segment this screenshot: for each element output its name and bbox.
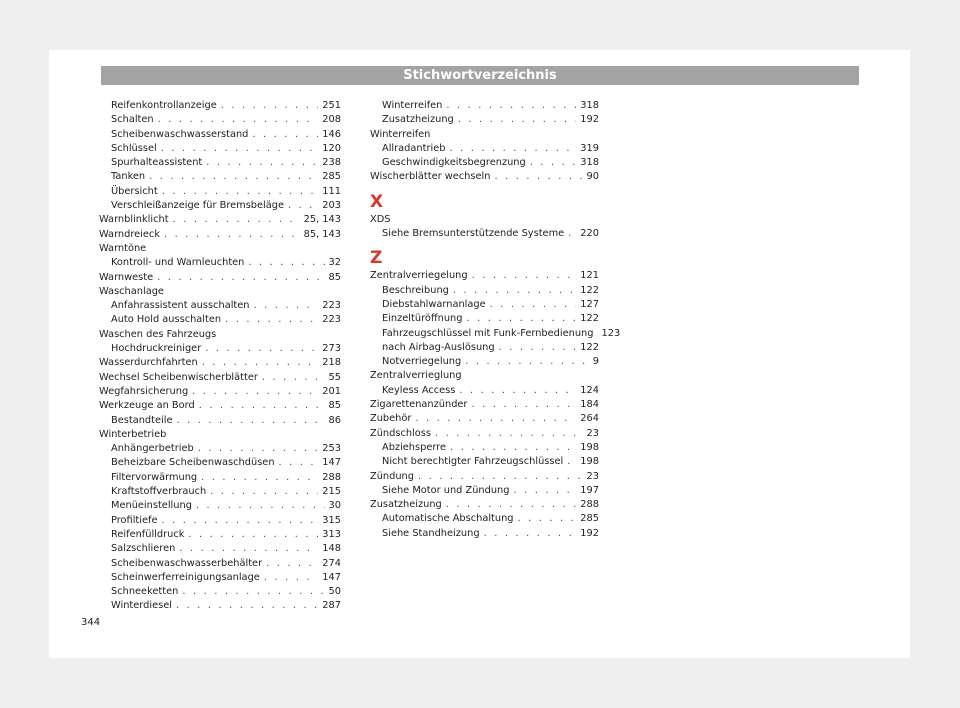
entry-page-number: 264 xyxy=(580,413,599,425)
dot-leader xyxy=(254,299,319,313)
index-heading: Winterreifen xyxy=(370,128,431,140)
entry-page-number: 124 xyxy=(580,384,599,396)
entry-label: Notverriegelung xyxy=(382,356,462,368)
entry-label: Auto Hold ausschalten xyxy=(111,314,222,326)
index-entry xyxy=(99,542,341,556)
entry-label: Schlüssel xyxy=(111,142,157,154)
entry-page-number: 120 xyxy=(322,142,341,154)
entry-label: Schalten xyxy=(111,114,154,126)
index-entry xyxy=(370,384,599,398)
entry-label: Profiltiefe xyxy=(111,514,158,526)
entry-page-number: 203 xyxy=(322,200,341,212)
entry-label: Nicht berechtigter Fahrzeugschlüssel xyxy=(382,456,564,468)
dot-leader xyxy=(415,412,576,426)
dot-leader xyxy=(484,527,577,541)
index-entry xyxy=(99,456,341,470)
entry-page-number: 111 xyxy=(322,185,341,197)
entry-page-number: 198 xyxy=(580,441,599,453)
entry-page-number: 313 xyxy=(322,528,341,540)
entry-label: Beheizbare Scheibenwaschdüsen xyxy=(111,457,275,469)
index-entry xyxy=(99,99,341,113)
entry-page-number: 23 xyxy=(586,470,599,482)
entry-label: Winterreifen xyxy=(382,100,443,111)
entry-label: Anhängerbetrieb xyxy=(111,443,194,455)
entry-page-number: 238 xyxy=(322,157,341,169)
entry-label: Reifenkontrollanzeige xyxy=(111,100,217,111)
entry-page-number: 208 xyxy=(322,114,341,126)
index-entry xyxy=(99,599,341,613)
entry-label: Abziehsperre xyxy=(382,441,447,453)
entry-label: Anfahrassistent ausschalten xyxy=(111,300,250,312)
entry-page-number: 251 xyxy=(322,100,341,111)
entry-label: Zigarettenanzünder xyxy=(370,399,468,411)
entry-page-number: 148 xyxy=(322,543,341,555)
index-entry xyxy=(370,156,599,170)
index-entry xyxy=(99,142,341,156)
entry-label: Salzschlieren xyxy=(111,543,176,555)
entry-label: Zentralverriegelung xyxy=(370,270,468,282)
dot-leader xyxy=(173,213,300,227)
entry-page-number: 123 xyxy=(601,327,621,339)
entry-page-number: 23 xyxy=(586,427,599,439)
entry-label: Wasserdurchfahrten xyxy=(99,357,198,369)
dot-leader xyxy=(198,442,319,456)
index-entry xyxy=(99,471,341,485)
entry-page-number: 25, 143 xyxy=(303,214,341,226)
index-heading: Waschanlage xyxy=(99,285,164,297)
dot-leader xyxy=(518,512,577,526)
dot-leader xyxy=(210,485,318,499)
dot-leader xyxy=(459,384,576,398)
index-entry xyxy=(99,356,341,370)
entry-page-number: 201 xyxy=(322,385,341,397)
index-heading: Warntöne xyxy=(99,242,147,254)
dot-leader xyxy=(221,99,319,113)
entry-label: Siehe Motor und Zündung xyxy=(382,484,510,496)
index-entry xyxy=(370,269,599,283)
index-entry xyxy=(370,284,599,298)
index-entry xyxy=(99,185,341,199)
index-entry xyxy=(370,113,599,127)
index-heading: Waschen des Fahrzeugs xyxy=(99,328,217,340)
entry-page-number: 147 xyxy=(322,457,341,469)
index-entry xyxy=(99,585,341,599)
dot-leader xyxy=(202,356,319,370)
entry-page-number: 274 xyxy=(322,557,341,569)
dot-leader xyxy=(161,142,319,156)
entry-label: Hochdruckreiniger xyxy=(111,343,202,355)
entry-page-number: 288 xyxy=(580,499,599,511)
index-entry xyxy=(370,527,599,541)
index-entry xyxy=(370,327,621,341)
entry-label: Werkzeuge an Bord xyxy=(99,400,195,412)
entry-page-number: 220 xyxy=(580,228,599,240)
dot-leader xyxy=(266,557,318,571)
dot-leader xyxy=(201,471,318,485)
entry-page-number: 147 xyxy=(322,571,341,583)
entry-page-number: 146 xyxy=(322,128,341,140)
entry-label: Zündschloss xyxy=(370,427,431,439)
dot-leader xyxy=(262,371,325,385)
dot-leader xyxy=(162,185,319,199)
index-entry xyxy=(99,156,341,170)
index-heading: XDS xyxy=(370,213,391,225)
dot-leader xyxy=(466,312,576,326)
index-entry xyxy=(370,341,599,355)
entry-page-number: 9 xyxy=(592,356,599,368)
dot-leader xyxy=(162,514,319,528)
entry-label: Warnblinklicht xyxy=(99,214,169,226)
dot-leader xyxy=(568,227,576,241)
entry-page-number: 122 xyxy=(580,313,599,325)
entry-label: Wischerblätter wechseln xyxy=(370,171,491,183)
entry-page-number: 318 xyxy=(580,157,599,169)
entry-page-number: 192 xyxy=(580,527,599,539)
entry-label: Tanken xyxy=(111,171,146,183)
entry-label: Scheibenwaschwasserbehälter xyxy=(111,557,263,569)
index-entry xyxy=(99,313,341,327)
entry-page-number: 90 xyxy=(586,171,599,183)
entry-page-number: 121 xyxy=(580,270,599,282)
entry-page-number: 32 xyxy=(328,257,341,269)
entry-page-number: 288 xyxy=(322,471,341,483)
dot-leader xyxy=(450,441,576,455)
entry-label: Siehe Bremsunterstützende Systeme xyxy=(382,228,565,240)
dot-leader xyxy=(494,170,582,184)
index-entry xyxy=(370,470,599,484)
entry-label: Kontroll- und Warnleuchten xyxy=(111,257,245,269)
index-entry xyxy=(99,385,341,399)
entry-label: Beschreibung xyxy=(382,284,449,296)
page-number: 344 xyxy=(81,617,101,628)
dot-leader xyxy=(157,271,324,285)
index-entry xyxy=(99,528,341,542)
entry-label: Menüeinstellung xyxy=(111,500,192,512)
entry-label: Warndreieck xyxy=(99,228,160,240)
index-entry xyxy=(370,99,599,113)
entry-page-number: 253 xyxy=(322,443,341,455)
index-entry xyxy=(99,485,341,499)
entry-label: Winterdiesel xyxy=(111,600,172,612)
index-entry xyxy=(99,514,341,528)
dot-leader xyxy=(453,284,576,298)
dot-leader xyxy=(164,228,300,242)
index-entry xyxy=(99,499,341,513)
index-entry xyxy=(99,442,341,456)
dot-leader xyxy=(472,269,577,283)
dot-leader xyxy=(206,156,318,170)
entry-label: Warnweste xyxy=(99,271,154,283)
index-entry xyxy=(99,213,341,227)
index-entry xyxy=(99,342,341,356)
entry-label: Spurhalteassistent xyxy=(111,157,203,169)
index-entry xyxy=(370,398,599,412)
dot-leader xyxy=(490,298,577,312)
page-title: Stichwortverzeichnis xyxy=(101,66,859,85)
entry-page-number: 55 xyxy=(328,371,341,383)
dot-leader xyxy=(264,571,318,585)
entry-page-number: 184 xyxy=(580,399,599,411)
dot-leader xyxy=(288,199,318,213)
index-entry xyxy=(370,512,599,526)
index-entry xyxy=(370,441,599,455)
dot-leader xyxy=(176,414,324,428)
dot-leader xyxy=(248,256,324,270)
dot-leader xyxy=(458,113,577,127)
entry-page-number: 319 xyxy=(580,142,599,154)
entry-page-number: 223 xyxy=(322,300,341,312)
dot-leader xyxy=(188,528,318,542)
index-entry xyxy=(370,498,599,512)
entry-label: Filtervorwärmung xyxy=(111,471,198,483)
entry-page-number: 198 xyxy=(580,456,599,468)
index-entry xyxy=(99,371,341,385)
index-entry xyxy=(370,412,599,426)
index-entry xyxy=(370,427,599,441)
index-entry xyxy=(99,399,341,413)
index-column-left xyxy=(99,99,341,614)
index-letter: Z xyxy=(370,248,383,269)
index-entry xyxy=(99,199,341,213)
entry-label: Kraftstoffverbrauch xyxy=(111,486,207,498)
index-entry xyxy=(99,571,341,585)
entry-page-number: 285 xyxy=(322,171,341,183)
entry-page-number: 315 xyxy=(322,514,341,526)
entry-label: Wegfahrsicherung xyxy=(99,385,189,397)
entry-page-number: 287 xyxy=(322,600,341,612)
dot-leader xyxy=(446,99,576,113)
entry-label: Zündung xyxy=(370,470,414,482)
entry-label: Bestandteile xyxy=(111,414,173,426)
entry-label: Einzeltüröffnung xyxy=(382,313,463,325)
dot-leader xyxy=(435,427,583,441)
index-entry xyxy=(99,128,341,142)
dot-leader xyxy=(418,470,583,484)
document-page xyxy=(49,50,910,658)
dot-leader xyxy=(279,456,319,470)
entry-label: Zusatzheizung xyxy=(370,499,442,511)
dot-leader xyxy=(446,498,577,512)
entry-page-number: 122 xyxy=(580,341,599,353)
entry-page-number: 273 xyxy=(322,343,341,355)
entry-page-number: 122 xyxy=(580,284,599,296)
dot-leader xyxy=(196,499,325,513)
entry-page-number: 50 xyxy=(328,586,341,598)
index-entry xyxy=(370,298,599,312)
entry-label: Siehe Standheizung xyxy=(382,527,480,539)
entry-page-number: 285 xyxy=(580,513,599,525)
dot-leader xyxy=(205,342,318,356)
entry-label: Verschleißanzeige für Bremsbeläge xyxy=(111,200,285,212)
dot-leader xyxy=(199,399,325,413)
entry-page-number: 86 xyxy=(328,414,341,426)
index-entry xyxy=(99,299,341,313)
entry-label: Zusatzheizung xyxy=(382,114,454,126)
entry-page-number: 223 xyxy=(322,314,341,326)
dot-leader xyxy=(182,585,324,599)
entry-page-number: 218 xyxy=(322,357,341,369)
dot-leader xyxy=(449,142,576,156)
index-entry xyxy=(99,170,341,184)
entry-page-number: 127 xyxy=(580,298,599,310)
index-entry xyxy=(370,355,599,369)
entry-label: Automatische Abschaltung xyxy=(382,513,514,525)
index-entry xyxy=(99,271,341,285)
entry-label: Übersicht xyxy=(111,185,158,197)
entry-label: Reifenfülldruck xyxy=(111,528,185,540)
entry-label: Allradantrieb xyxy=(382,142,446,154)
index-entry xyxy=(99,113,341,127)
entry-label: Wechsel Scheibenwischerblätter xyxy=(99,371,258,383)
entry-page-number: 30 xyxy=(328,500,341,512)
dot-leader xyxy=(567,455,576,469)
index-entry xyxy=(370,312,599,326)
index-heading: Winterbetrieb xyxy=(99,428,167,440)
index-entry xyxy=(99,228,341,242)
entry-label: Zubehör xyxy=(370,413,412,425)
dot-leader xyxy=(192,385,318,399)
dot-leader xyxy=(225,313,318,327)
index-heading: Zentralverrieglung xyxy=(370,370,462,382)
entry-label: Schneeketten xyxy=(111,586,179,598)
entry-label: Scheinwerferreinigungsanlage xyxy=(111,571,260,583)
entry-label: Geschwindigkeitsbegrenzung xyxy=(382,157,526,169)
entry-label: Diebstahlwarnanlage xyxy=(382,298,486,310)
entry-page-number: 318 xyxy=(580,100,599,111)
dot-leader xyxy=(252,128,318,142)
dot-leader xyxy=(465,355,589,369)
entry-label: Scheibenwaschwasserstand xyxy=(111,128,249,140)
dot-leader xyxy=(149,170,318,184)
entry-page-number: 215 xyxy=(322,486,341,498)
dot-leader xyxy=(513,484,576,498)
entry-page-number: 85, 143 xyxy=(303,228,341,240)
dot-leader xyxy=(499,341,577,355)
entry-page-number: 192 xyxy=(580,114,599,126)
entry-label: Keyless Access xyxy=(382,384,456,396)
index-entry xyxy=(370,484,599,498)
entry-label: Fahrzeugschlüssel mit Funk-Fernbedienung xyxy=(382,327,594,339)
dot-leader xyxy=(158,113,319,127)
index-entry xyxy=(370,142,599,156)
entry-page-number: 85 xyxy=(328,271,341,283)
index-entry xyxy=(99,414,341,428)
index-entry xyxy=(99,557,341,571)
entry-page-number: 85 xyxy=(328,400,341,412)
dot-leader xyxy=(471,398,576,412)
index-entry xyxy=(370,227,599,241)
index-column-right xyxy=(370,99,621,541)
entry-label: nach Airbag-Auslösung xyxy=(382,341,495,353)
index-entry xyxy=(370,170,599,184)
entry-page-number: 197 xyxy=(580,484,599,496)
index-entry xyxy=(370,455,599,469)
dot-leader xyxy=(530,156,577,170)
index-entry xyxy=(99,256,341,270)
dot-leader xyxy=(179,542,318,556)
dot-leader xyxy=(176,599,318,613)
index-letter: X xyxy=(370,191,384,212)
